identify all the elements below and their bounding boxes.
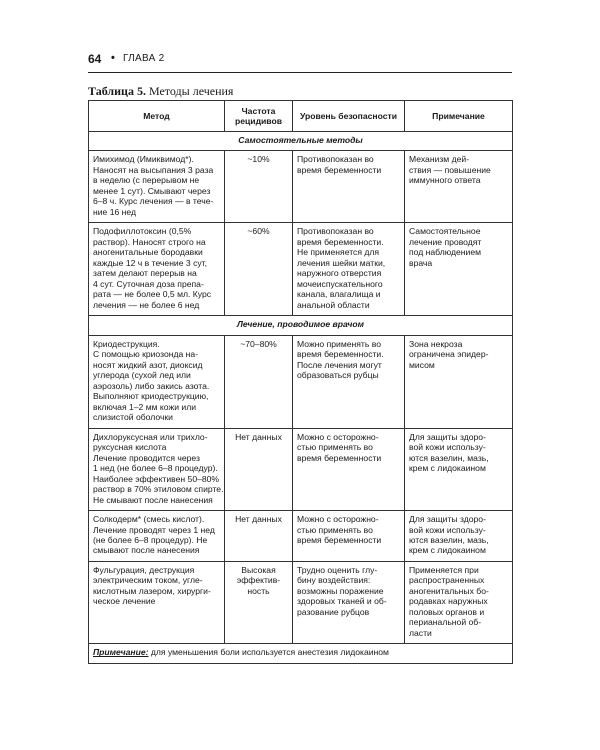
method-cell: [89, 335, 225, 428]
cell-line: время беременности: [297, 452, 382, 463]
chapter-title: ГЛАВА 2: [123, 53, 165, 64]
cell-line: лечения шейки матки,: [297, 257, 386, 268]
cell-line: С помощью криозонда на-: [93, 349, 199, 360]
cell-line: Можно с осторожно-: [297, 431, 379, 442]
note-cell: [405, 511, 513, 562]
cell-line: Криодеструкция.: [93, 338, 160, 349]
cell-line: После лечения могут: [297, 359, 382, 370]
cell-line: иммунного ответа: [409, 175, 481, 186]
cell-line: руксусная кислота: [93, 442, 167, 453]
recurrence-cell: [225, 151, 293, 223]
cell-line: Можно с осторожно-: [297, 514, 379, 525]
cell-line: под наблюдением: [409, 247, 482, 258]
method-cell: [89, 561, 225, 643]
table-row: [89, 561, 513, 643]
recurrence-cell: [225, 561, 293, 643]
table-row: [89, 151, 513, 223]
section-title: Самостоятельные методы: [89, 132, 513, 151]
table-row: [89, 335, 513, 428]
cell-line: Имихимод (Имиквимод*).: [93, 154, 194, 165]
cell-line: здоровых тканей и об-: [297, 596, 387, 607]
cell-line: Высокая: [241, 564, 276, 575]
cell-line: ние 16 нед: [93, 206, 137, 217]
cell-line: аэрозоль) либо закись азота.: [93, 380, 210, 391]
cell-line: каждые 12 ч в течение 3 сут,: [93, 257, 208, 268]
cell-line: Наносят на высыпания 3 раза: [93, 164, 214, 175]
cell-line: мочеиспускательного: [297, 278, 383, 289]
method-cell: [89, 428, 225, 510]
column-header-safety: Уровень безопасности: [293, 101, 405, 132]
note-cell: [405, 561, 513, 643]
safety-cell: [293, 428, 405, 510]
section-title: Лечение, проводимое врачом: [89, 316, 513, 335]
table-row: [89, 511, 513, 562]
column-header-method: Метод: [89, 101, 225, 132]
cell-line: Можно применять во: [297, 338, 381, 349]
cell-line: раствор). Наносят строго на: [93, 236, 206, 247]
cell-line: ются вазелин, мазь,: [409, 452, 489, 463]
cell-line: рата — не более 0,5 мл. Курс: [93, 289, 212, 300]
cell-line: 1 нед (не более 6–8 процедур).: [93, 463, 218, 474]
cell-line: образоваться рубцы: [297, 370, 379, 381]
method-cell: [89, 151, 225, 223]
column-header-recurrence: Частота рецидивов: [225, 101, 293, 132]
table-row: [89, 428, 513, 510]
cell-line: Нет данных: [235, 431, 282, 442]
footnote-label: Примечание:: [93, 647, 149, 658]
safety-cell: [293, 335, 405, 428]
table-caption-text: Методы лечения: [145, 84, 234, 98]
cell-line: Нет данных: [235, 514, 282, 525]
page-header: [88, 50, 512, 73]
cell-line: Зона некроза: [409, 338, 463, 349]
cell-line: носят жидкий азот, диоксид: [93, 359, 203, 370]
cell-line: стью применять во: [297, 524, 373, 535]
cell-line: затем делают перерыв на: [93, 268, 197, 279]
cell-line: углерода (сухой лед или: [93, 370, 191, 381]
cell-line: в неделю (с перерывом не: [93, 175, 200, 186]
column-header-note: Примечание: [405, 101, 513, 132]
cell-line: лечение проводят: [409, 236, 482, 247]
cell-line: 4 сут. Суточная доза препа-: [93, 278, 204, 289]
cell-line: ность: [247, 585, 270, 596]
cell-line: эффектив-: [236, 575, 281, 586]
cell-line: разование рубцов: [297, 606, 370, 617]
cell-line: распространенных: [409, 575, 485, 586]
table-row: [89, 223, 513, 316]
cell-line: мисом: [409, 359, 435, 370]
table-footnote-row: [89, 644, 513, 663]
recurrence-cell: [225, 335, 293, 428]
cell-line: время беременности: [297, 534, 382, 545]
cell-line: ~10%: [247, 154, 270, 165]
cell-line: Для защиты здоро-: [409, 514, 486, 525]
cell-line: Выполняют криодеструкцию,: [93, 391, 209, 402]
cell-line: Противопоказан во: [297, 226, 374, 237]
cell-line: Применяется при: [409, 564, 479, 575]
cell-line: перианальной об-: [409, 617, 482, 628]
cell-line: вой кожи использу-: [409, 442, 486, 453]
cell-line: ~60%: [247, 226, 270, 237]
cell-line: канала, влагалища и: [297, 289, 381, 300]
cell-line: Фульгурация, деструкция: [93, 564, 195, 575]
table-body: [89, 132, 513, 644]
cell-line: ~70–80%: [240, 338, 277, 349]
footnote-text: для уменьшения боли используется анестезия лидокаином: [148, 647, 389, 658]
recurrence-cell: [225, 223, 293, 316]
section-row: [89, 316, 513, 335]
cell-line: крем с лидокаином: [409, 463, 486, 474]
cell-line: наружного отверстия: [297, 268, 382, 279]
note-cell: [405, 223, 513, 316]
cell-line: Трудно оценить глу-: [297, 564, 378, 575]
cell-line: кислотным лазером, хирурги-: [93, 585, 211, 596]
cell-line: раствор в 70% этиловом спирте.: [93, 484, 224, 495]
cell-line: родавках наружных: [409, 596, 488, 607]
cell-line: бину воздействия:: [297, 575, 371, 586]
safety-cell: [293, 151, 405, 223]
cell-line: 6–8 ч. Курс лечения — в тече-: [93, 196, 214, 207]
safety-cell: [293, 511, 405, 562]
cell-line: половых органов и: [409, 606, 485, 617]
cell-line: Подофиллотоксин (0,5%: [93, 226, 192, 237]
cell-line: анальной области: [297, 299, 370, 310]
cell-line: смывают после нанесения: [93, 545, 200, 556]
section-row: [89, 132, 513, 151]
cell-line: включая 1–2 мм кожи или: [93, 401, 197, 412]
recurrence-cell: [225, 511, 293, 562]
cell-line: Солкодерм* (смесь кислот).: [93, 514, 205, 525]
cell-line: крем с лидокаином: [409, 545, 486, 556]
cell-line: время беременности.: [297, 349, 384, 360]
cell-line: слизистой оболочки: [93, 412, 173, 423]
table-header-row: [89, 101, 513, 132]
note-cell: [405, 151, 513, 223]
table-caption: [88, 84, 233, 99]
table-caption-number: Таблица 5.: [88, 84, 146, 98]
cell-line: аногенитальных бо-: [409, 585, 489, 596]
cell-line: ограничена эпидер-: [409, 349, 489, 360]
cell-line: Дихлоруксусная или трихло-: [93, 431, 208, 442]
cell-line: Лечение проводится через: [93, 452, 200, 463]
cell-line: ласти: [409, 627, 432, 638]
cell-line: Механизм дей-: [409, 154, 470, 165]
page-number: 64: [88, 52, 102, 66]
cell-line: Лечение проводят через 1 нед: [93, 524, 215, 535]
safety-cell: [293, 223, 405, 316]
header-bullet: •: [111, 52, 115, 64]
cell-line: ются вазелин, мазь,: [409, 534, 489, 545]
methods-table: [88, 100, 513, 664]
cell-line: аногенитальные бородавки: [93, 247, 203, 258]
cell-line: Противопоказан во: [297, 154, 374, 165]
method-cell: [89, 511, 225, 562]
cell-line: возможны поражение: [297, 585, 384, 596]
cell-line: Наиболее эффективен 50–80%: [93, 473, 220, 484]
cell-line: менее 1 сут). Смывают через: [93, 185, 211, 196]
note-cell: [405, 335, 513, 428]
table-footnote: [89, 644, 513, 663]
method-cell: [89, 223, 225, 316]
cell-line: электрическим током, угле-: [93, 575, 203, 586]
cell-line: время беременности: [297, 164, 382, 175]
cell-line: Не применяется для: [297, 247, 380, 258]
cell-line: вой кожи использу-: [409, 524, 486, 535]
note-cell: [405, 428, 513, 510]
cell-line: лечения — не более 6 нед: [93, 299, 200, 310]
cell-line: Не смывают после нанесения: [93, 494, 213, 505]
recurrence-cell: [225, 428, 293, 510]
cell-line: ствия — повышение: [409, 164, 491, 175]
cell-line: врача: [409, 257, 433, 268]
cell-line: ческое лечение: [93, 596, 156, 607]
cell-line: время беременности.: [297, 236, 384, 247]
cell-line: Самостоятельное: [409, 226, 481, 237]
safety-cell: [293, 561, 405, 643]
cell-line: Для защиты здоро-: [409, 431, 486, 442]
cell-line: стью применять во: [297, 442, 373, 453]
cell-line: (не более 6–8 процедур). Не: [93, 534, 208, 545]
